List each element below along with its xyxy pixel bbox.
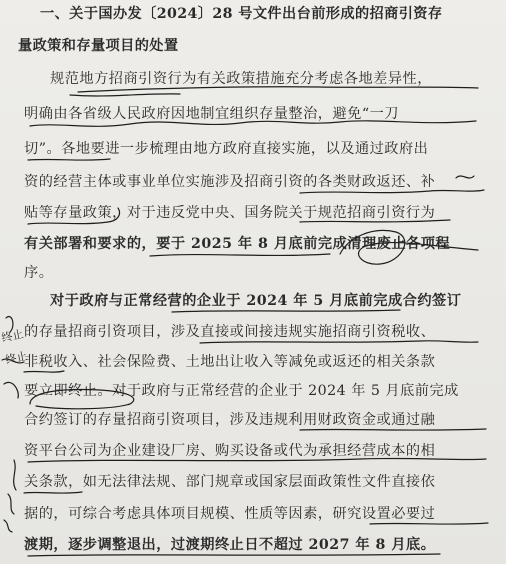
pen-margin-mark (8, 494, 14, 514)
handwritten-margin-note: 终止 (4, 349, 29, 367)
paragraph-1-line-4: 资的经营主体或事业单位实施涉及招商引资的各类财政返还、补 (24, 174, 436, 190)
pen-wave (456, 176, 474, 178)
pen-underline (28, 159, 110, 160)
paragraph-1-line-6: 有关部署和要求的，要于 2025 年 8 月底前完成清理废止各项程 (24, 236, 451, 252)
paragraph-2-line-7: 关条款，如无法律法规、部门规章或国家层面政策性文件直接依 (24, 474, 436, 490)
paragraph-2-line-3: 非税收入、社会保险费、土地出让收入等减免或返还的相关条款 (24, 354, 436, 370)
paragraph-1-line-7: 序。 (24, 265, 54, 281)
paragraph-2-line-4: 要立即终止。对于政府与正常经营的企业于 2024 年 5 月底前完成 (24, 383, 459, 399)
paragraph-2-line-5: 合约签订的存量招商引资项目，涉及违规利用财政资金或通过融 (24, 412, 436, 428)
pen-underline (70, 94, 180, 96)
pen-underline (150, 254, 330, 256)
paragraph-2-line-6: 资平台公司为企业建设厂房、购买设备或代为承担经营成本的相 (24, 443, 436, 459)
paragraph-2-line-2: 的存量招商引资项目，涉及直接或间接违规实施招商引资税收、 (24, 324, 436, 340)
paragraph-1-line-2: 明确由各省级人民政府因地制宜组织存量整治，避免“一刀 (24, 106, 399, 122)
paragraph-2-line-1: 对于政府与正常经营的企业于 2024 年 5 月底前完成合约签订 (50, 293, 462, 309)
handwritten-margin-note: 终止 (0, 327, 25, 345)
paragraph-1-line-3: 切”。各地要进一步梳理由地方政府直接实施，以及通过政府出 (24, 141, 429, 157)
paragraph-1-line-1: 规范地方招商引资行为有关政策措施充分考虑各地差异性， (50, 71, 432, 87)
pen-margin-mark (4, 382, 18, 398)
pen-margin-mark (4, 520, 12, 532)
paragraph-2-line-8: 据的，可综合考虑具体项目规模、性质等因素，研究设置必要过 (24, 506, 436, 522)
pen-underline (24, 492, 82, 493)
pen-margin-mark (14, 460, 16, 490)
section-heading-line-2: 量政策和存量项目的处置 (18, 38, 179, 54)
section-heading-line-1: 一、关于国办发〔2024〕28 号文件出台前形成的招商引资存 (40, 6, 443, 22)
paragraph-1-line-5: 贴等存量政策，对于违反党中央、国务院关于规范招商引资行为 (24, 205, 436, 221)
paragraph-2-line-9: 渡期，逐步调整退出，过渡期终止日不超过 2027 年 8 月底。 (24, 537, 436, 553)
